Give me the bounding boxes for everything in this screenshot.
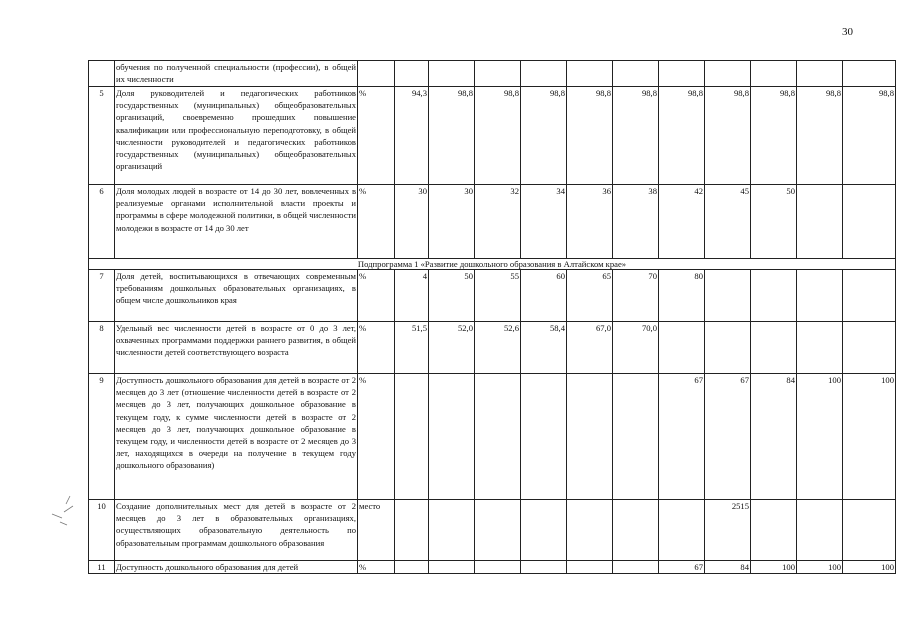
value-cell — [521, 561, 567, 574]
unit-cell: % — [358, 185, 395, 259]
value-cell: 67 — [659, 561, 705, 574]
table-row — [89, 270, 896, 322]
value-cell — [613, 374, 659, 500]
value-cell — [843, 270, 896, 322]
value-cell — [659, 61, 705, 87]
value-cell — [429, 61, 475, 87]
value-cell — [659, 322, 705, 374]
value-cell: 100 — [843, 374, 896, 500]
value-cell: 65 — [567, 270, 613, 322]
indicator-description: Создание дополнительных мест для детей в возрасте от 2 месяцев до 3 лет в образовательных организациях, осуществляющих образовательную деятельность по образовательным программам дошкольного образования — [115, 500, 358, 561]
row-number: 11 — [89, 561, 115, 574]
value-cell — [567, 500, 613, 561]
row-number: 9 — [89, 374, 115, 500]
value-cell — [475, 374, 521, 500]
value-cell: 98,8 — [567, 87, 613, 185]
unit-cell: % — [358, 561, 395, 574]
value-cell: 55 — [475, 270, 521, 322]
value-cell — [429, 561, 475, 574]
unit-cell: % — [358, 87, 395, 185]
value-cell — [613, 61, 659, 87]
value-cell: 98,8 — [797, 87, 843, 185]
value-cell: 36 — [567, 185, 613, 259]
value-cell: 50 — [429, 270, 475, 322]
value-cell: 98,8 — [751, 87, 797, 185]
value-cell — [797, 322, 843, 374]
value-cell — [705, 322, 751, 374]
value-cell — [475, 561, 521, 574]
value-cell — [521, 374, 567, 500]
value-cell — [521, 61, 567, 87]
value-cell — [705, 270, 751, 322]
row-number: 6 — [89, 185, 115, 259]
value-cell — [567, 374, 613, 500]
row-number: 7 — [89, 270, 115, 322]
value-cell: 60 — [521, 270, 567, 322]
value-cell — [475, 61, 521, 87]
value-cell: 98,8 — [705, 87, 751, 185]
value-cell — [395, 374, 429, 500]
value-cell: 67 — [705, 374, 751, 500]
table-row — [89, 185, 896, 259]
value-cell — [429, 374, 475, 500]
indicator-description: Доля молодых людей в возрасте от 14 до 30 лет, вовлеченных в реализуемые органами исполнительной власти проекты и программы в сфере молодежной политики, в общей численности молодежи в возрасте от 14 до 30 лет — [115, 185, 358, 259]
table-row — [89, 374, 896, 500]
unit-cell — [358, 61, 395, 87]
value-cell: 100 — [797, 561, 843, 574]
unit-cell: % — [358, 374, 395, 500]
value-cell: 4 — [395, 270, 429, 322]
page-number: 30 — [842, 26, 853, 38]
value-cell — [567, 561, 613, 574]
value-cell: 67,0 — [567, 322, 613, 374]
value-cell: 50 — [751, 185, 797, 259]
value-cell — [613, 500, 659, 561]
value-cell: 52,0 — [429, 322, 475, 374]
value-cell — [395, 61, 429, 87]
value-cell — [751, 322, 797, 374]
value-cell: 70 — [613, 270, 659, 322]
row-number: 8 — [89, 322, 115, 374]
indicators-table — [88, 60, 896, 574]
value-cell — [395, 500, 429, 561]
pen-marks-decoration — [40, 492, 80, 532]
unit-cell: место — [358, 500, 395, 561]
value-cell: 32 — [475, 185, 521, 259]
value-cell — [751, 270, 797, 322]
value-cell — [797, 61, 843, 87]
unit-cell: % — [358, 270, 395, 322]
indicator-description: Доля детей, воспитывающихся в отвечающих современным требованиям дошкольных образовательных организациях, в общем числе дошкольников края — [115, 270, 358, 322]
value-cell: 45 — [705, 185, 751, 259]
value-cell: 98,8 — [521, 87, 567, 185]
indicator-description: Удельный вес численности детей в возрасте от 0 до 3 лет, охваченных программами поддержки раннего развития, в общей численности детей соответствующего возраста — [115, 322, 358, 374]
value-cell: 98,8 — [475, 87, 521, 185]
unit-cell: % — [358, 322, 395, 374]
value-cell — [659, 500, 705, 561]
value-cell — [843, 185, 896, 259]
indicator-description: обучения по полученной специальности (профессии), в общей их численности — [115, 61, 358, 87]
value-cell: 52,6 — [475, 322, 521, 374]
table-row — [89, 500, 896, 561]
value-cell: 80 — [659, 270, 705, 322]
value-cell: 42 — [659, 185, 705, 259]
table-row — [89, 61, 896, 87]
value-cell — [521, 500, 567, 561]
value-cell — [613, 561, 659, 574]
value-cell: 94,3 — [395, 87, 429, 185]
row-number: 10 — [89, 500, 115, 561]
value-cell — [797, 500, 843, 561]
value-cell: 67 — [659, 374, 705, 500]
value-cell: 38 — [613, 185, 659, 259]
value-cell — [843, 322, 896, 374]
value-cell: 84 — [751, 374, 797, 500]
value-cell — [797, 185, 843, 259]
table-row — [89, 322, 896, 374]
value-cell: 100 — [751, 561, 797, 574]
value-cell — [751, 500, 797, 561]
value-cell — [797, 270, 843, 322]
value-cell — [567, 61, 613, 87]
value-cell: 84 — [705, 561, 751, 574]
indicator-description: Доступность дошкольного образования для детей — [115, 561, 358, 574]
value-cell — [429, 500, 475, 561]
table-row — [89, 561, 896, 574]
table-row — [89, 87, 896, 185]
value-cell: 98,8 — [659, 87, 705, 185]
value-cell — [705, 61, 751, 87]
indicator-description: Доля руководителей и педагогических работников государственных (муниципальных) общеобразовательных организаций, своевременно прошедших повышение квалификации или профессиональную переподготовку, в общей численности руководителей и педагогических работников государственных (муниципальных) общеобразовательных организаций — [115, 87, 358, 185]
value-cell: 98,8 — [429, 87, 475, 185]
value-cell — [475, 500, 521, 561]
row-number: 5 — [89, 87, 115, 185]
subprogram-row — [89, 259, 896, 270]
value-cell: 30 — [429, 185, 475, 259]
value-cell — [843, 61, 896, 87]
row-number — [89, 61, 115, 87]
value-cell — [395, 561, 429, 574]
indicator-description: Доступность дошкольного образования для детей в возрасте от 2 месяцев до 3 лет (отношение численности детей в возрасте от 2 месяцев до 3 лет, получающих дошкольное образование в текущем году, к сумме численности детей в возрасте от 2 месяцев до 3 лет, получающих дошкольное образование в текущем году, и численности детей в возрасте от 2 месяцев до 3 лет, находящихся в очереди на получение в текущем году дошкольного образования) — [115, 374, 358, 500]
subprogram-title: Подпрограмма 1 «Развитие дошкольного образования в Алтайском крае» — [89, 259, 896, 270]
value-cell: 2515 — [705, 500, 751, 561]
value-cell — [843, 500, 896, 561]
value-cell: 70,0 — [613, 322, 659, 374]
value-cell: 98,8 — [613, 87, 659, 185]
value-cell: 34 — [521, 185, 567, 259]
value-cell: 100 — [843, 561, 896, 574]
value-cell: 30 — [395, 185, 429, 259]
value-cell: 100 — [797, 374, 843, 500]
value-cell: 58,4 — [521, 322, 567, 374]
value-cell — [751, 61, 797, 87]
value-cell: 51,5 — [395, 322, 429, 374]
value-cell: 98,8 — [843, 87, 896, 185]
